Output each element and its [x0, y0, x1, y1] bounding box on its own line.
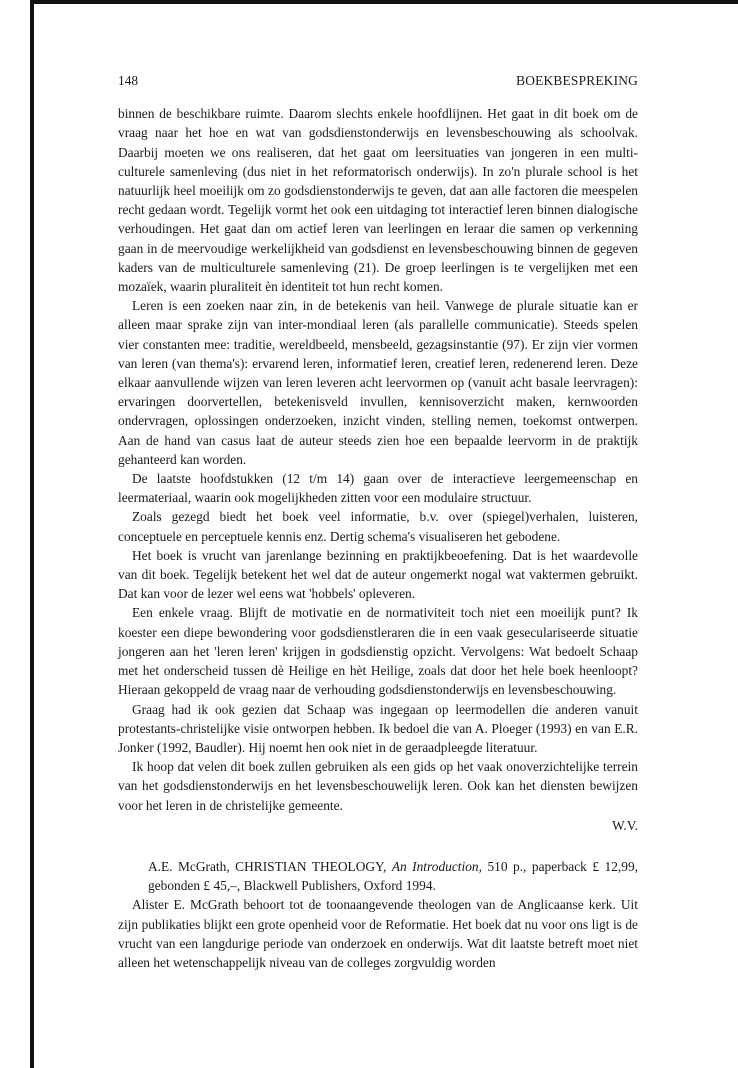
section-title: BOEKBESPREKING	[516, 73, 638, 88]
review-details: 510 p., paperback £ 12,99, gebonden £ 45,–, Blackwell Publishers, Oxford 1994.	[148, 858, 638, 894]
scan-border-left	[30, 0, 34, 1068]
paragraph: Graag had ik ook gezien dat Schaap was ingegaan op leermodellen die anderen vanuit protestants-christelijke visie ontworpen hebben. Ik bedoel die van A. Ploeger (1993) en van E.R. Jonker (1992, Baudler). Hij noemt hen ook niet in de geraadpleegde literatuur.	[118, 701, 638, 755]
paragraph: binnen de beschikbare ruimte. Daarom slechts enkele hoofdlijnen. Het gaat in dit boek om de vraag naar het hoe en wat van godsdienstonderwijs en levensbeschouwing als schoolvak. Daarbij moeten we ons realiseren, dat het gaat om leersituaties van jongeren in een multi-culturele samenleving (dus niet in het reformatorisch onderwijs). In zo'n plurale school is het natuurlijk heel moeilijk om zo godsdienstonderwijs te geven, dat aan alle factoren die meespelen recht gedaan wordt. Tegelijk vormt het ook een uitdaging tot interactief leren binnen dialogische verhoudingen. Het gaat dan om actief leren van leerlingen en leraar die samen op verkenning gaan in de meervoudige werkelijkheid van godsdienst en levensbeschouwing binnen de gegeven kaders van de multiculturele samenleving (21). De groep leerlingen is te vergelijken met een mozaïek, waarin pluraliteit èn identiteit tot hun recht komen.	[118, 106, 638, 295]
scan-border-top	[30, 0, 738, 4]
review-paragraph: Alister E. McGrath behoort tot de toonaangevende theologen van de Anglicaanse kerk. Uit zijn publikaties blijkt een grote openheid voor de Reformatie. Het boek dat nu voor ons ligt is de vrucht van een langdurige periode van onderzoek en onderwijs. Wat dit laatste betreft moet niet alleen het wetenschappelijk niveau van de colleges zorgvuldig worden	[118, 897, 638, 970]
book-page	[118, 71, 638, 972]
review-author-title: A.E. McGrath, CHRISTIAN THEOLOGY,	[148, 858, 387, 874]
paragraph: Zoals gezegd biedt het boek veel informatie, b.v. over (spiegel)verhalen, luisteren, conceptuele en perceptuele kennis enz. Dertig schema's visualiseren het gebodene.	[118, 509, 638, 544]
paragraph: Een enkele vraag. Blijft de motivatie en de normativiteit toch niet een moeilijk punt? Ik koester een diepe bewondering voor godsdienstleraren die in een vaak geseculariseerde situatie jongeren aan het 'leren leren' krijgen in godsdienstig opzicht. Vervolgens: Wat bedoelt Schaap met het onderscheid tussen dè Heilige en hèt Heilige, zoals dat door het hele boek heenloopt? Hieraan gekoppeld de vraag naar de verhouding godsdienstonderwijs en levensbeschouwing.	[118, 605, 638, 698]
reviewer-signature: W.V.	[611, 817, 638, 833]
paragraph: Ik hoop dat velen dit boek zullen gebruiken als een gids op het vaak onoverzichtelijke terrein van het godsdienstonderwijs en het levensbeschouwelijk leren. Ook kan het diensten bewijzen voor het leren in de christelijke gemeente.	[118, 759, 638, 813]
running-head	[118, 71, 638, 90]
review-heading	[118, 857, 638, 895]
page-number: 148	[118, 73, 139, 88]
paragraph: Het boek is vrucht van jarenlange bezinning en praktijkbeoefening. Dat is het waardevolle van dit boek. Tegelijk betekent het wel dat de auteur ongemerkt nogal wat vaktermen gebruikt. Dat kan voor de lezer wel eens wat 'hobbels' opleveren.	[118, 547, 638, 602]
review-subtitle: An Introduction,	[391, 858, 482, 874]
paragraph: Leren is een zoeken naar zin, in de betekenis van heil. Vanwege de plurale situatie kan er alleen maar sprake zijn van inter-mondiaal leren (als parallelle communicatie). Steeds spelen vier constanten mee: traditie, wereldbeeld, mensbeeld, gezagsinstantie (97). Er zijn vier vormen van leren (van thema's): ervarend leren, informatief leren, creatief leren, redenerend leren. Deze elkaar aanvullende wijzen van leren leveren acht leervormen op (vanuit acht basale leervragen): ervaringen doorvertellen, betekenisveld invullen, kennisoverzicht maken, kernwoorden ondervragen, oplossingen onderzoeken, inzicht vinden, stelling nemen, toekomst ontwerpen. Aan de hand van casus laat de auteur steeds zien hoe een bepaalde leervorm in de praktijk gehanteerd kan worden.	[118, 298, 638, 467]
paragraph: De laatste hoofdstukken (12 t/m 14) gaan over de interactieve leergemeenschap en leermateriaal, waarin ook mogelijkheden zitten voor een modulaire structuur.	[118, 471, 638, 506]
